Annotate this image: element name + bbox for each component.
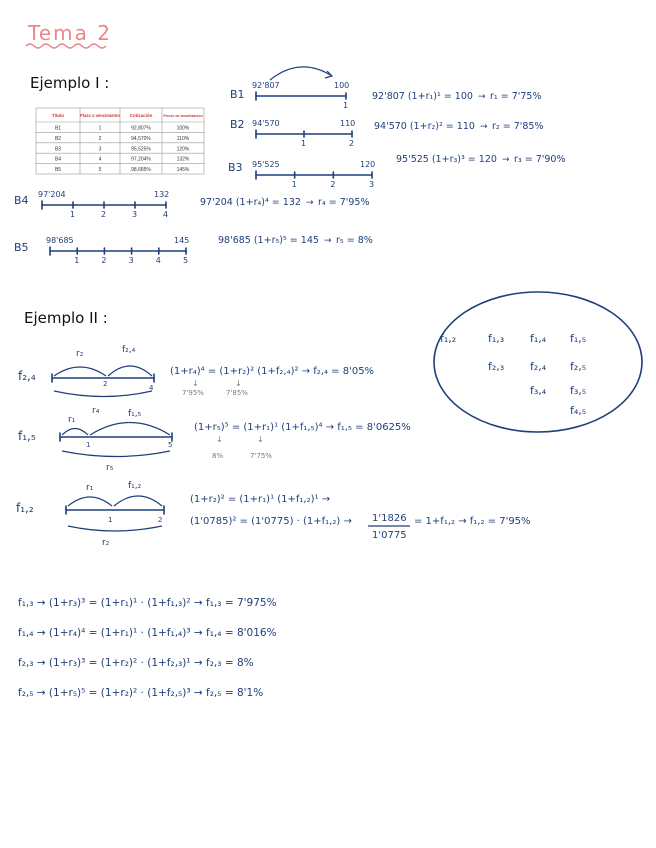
f24-tick: 4	[149, 384, 154, 392]
bond-equation: 95'525 (1+r₃)³ = 120	[396, 154, 497, 165]
table-cell: 95,525%	[131, 146, 151, 153]
bond-label: B5	[14, 241, 29, 254]
arrow-icon: →	[502, 155, 510, 165]
f15-top-r: r₁	[68, 415, 76, 425]
table-cell: 1	[98, 125, 102, 132]
forward-rate-cell: f₁,₂	[440, 332, 457, 345]
bond-tick: 3	[128, 256, 134, 265]
f12-diagram	[16, 481, 531, 548]
bond-tick: 4	[163, 210, 169, 219]
table-header: Precio de amortización	[163, 114, 203, 118]
f24-note: 7'85%	[226, 389, 248, 397]
table-cell: B1	[54, 125, 62, 132]
bond-label: B1	[230, 88, 245, 101]
example2-heading: Ejemplo II :	[24, 309, 108, 327]
bond-label: B3	[228, 161, 243, 174]
forward-computation: f₁,₃ → (1+r₃)³ = (1+r₁)¹ · (1+f₁,₃)² → f₁,₃ = 7'975%	[18, 597, 277, 609]
table-header: Cotización	[129, 113, 153, 118]
bond-tick: 2	[330, 180, 336, 189]
f12-equation3: = 1+f₁,₂ → f₁,₂ = 7'95%	[414, 516, 531, 527]
f12-fraction-num: 1'1826	[372, 513, 407, 524]
table-cell: 4	[98, 156, 102, 163]
f15-arrow: ↓	[216, 435, 223, 444]
bond-tick: 3	[132, 210, 138, 219]
f15-note: 7'75%	[250, 452, 272, 460]
arrow-icon: →	[324, 236, 332, 246]
f12-equation1: (1+r₂)² = (1+r₁)¹ (1+f₁,₂)¹ →	[190, 494, 331, 505]
arrow-icon: →	[478, 92, 486, 102]
bond-tick: 2	[349, 139, 355, 148]
bond-price: 97'204	[38, 190, 66, 199]
f12-bottom: r₂	[102, 538, 110, 548]
bond-timeline	[230, 118, 544, 148]
table-cell: 120%	[176, 146, 190, 153]
f12-top-r: r₁	[86, 483, 94, 493]
forward-rate-cell: f₁,₅	[570, 332, 587, 345]
bond-timeline	[14, 190, 370, 219]
bond-tick: 2	[101, 256, 107, 265]
bond-equation: 92'807 (1+r₁)¹ = 100	[372, 91, 473, 102]
bond-redemption: 110	[340, 119, 356, 128]
f24-bottom: r₄	[92, 406, 100, 416]
f24-equation: (1+r₄)⁴ = (1+r₂)² (1+f₂,₄)² → f₂,₄ = 8'05%	[170, 366, 375, 377]
bond-label: B4	[14, 194, 29, 207]
f24-arrow: ↓	[235, 379, 242, 388]
table-cell: B5	[54, 167, 62, 174]
example1-heading: Ejemplo I :	[30, 74, 110, 92]
f15-arrow: ↓	[257, 435, 264, 444]
bond-result: r₄ = 7'95%	[318, 197, 370, 208]
bond-label: B2	[230, 118, 245, 131]
bond-price: 94'570	[252, 119, 280, 128]
bond-table	[36, 108, 204, 174]
f15-top-f: f₁,₅	[128, 409, 142, 419]
f12-tick: 1	[108, 516, 113, 524]
bond-timeline	[230, 67, 542, 110]
table-cell: 5	[98, 167, 102, 174]
bond-tick: 1	[301, 139, 307, 148]
forward-computation: f₁,₄ → (1+r₄)⁴ = (1+r₁)¹ · (1+f₁,₄)³ → f₁,₄ = 8'016%	[18, 627, 277, 639]
f15-equation: (1+r₅)⁵ = (1+r₁)¹ (1+f₁,₅)⁴ → f₁,₅ = 8'0625%	[194, 422, 411, 433]
table-cell: 100%	[176, 125, 190, 132]
f15-tick: 5	[168, 441, 173, 449]
forward-computation: f₂,₅ → (1+r₅)⁵ = (1+r₂)² · (1+f₂,₅)³ → f₂,₅ = 8'1%	[18, 687, 264, 699]
table-header: Título	[51, 113, 65, 118]
forward-rate-cell: f₁,₄	[530, 332, 547, 345]
bond-redemption: 120	[360, 160, 376, 169]
forward-rate-cell: f₄,₅	[570, 404, 587, 417]
f12-equation2: (1'0785)² = (1'0775) · (1+f₁,₂) →	[190, 516, 352, 527]
forward-rate-cell: f₂,₃	[488, 360, 505, 373]
table-cell: B2	[54, 135, 62, 142]
bond-result: r₁ = 7'75%	[490, 91, 542, 102]
f24-top-r: r₂	[76, 349, 84, 359]
bond-tick: 1	[343, 101, 349, 110]
forward-rate-cell: f₃,₄	[530, 384, 547, 397]
bond-arc	[270, 67, 332, 80]
forward-rate-cell: f₂,₄	[530, 360, 547, 373]
table-cell: 92,807%	[131, 125, 151, 132]
bond-redemption: 132	[154, 190, 170, 199]
page-title: Tema 2	[28, 21, 112, 45]
bond-result: r₂ = 7'85%	[492, 121, 544, 132]
bond-equation: 94'570 (1+r₂)² = 110	[374, 121, 475, 132]
forward-rate-cell: f₂,₅	[570, 360, 587, 373]
f15-tick: 1	[86, 441, 91, 449]
f12-top-f: f₁,₂	[128, 481, 142, 491]
bond-tick: 4	[155, 256, 161, 265]
bond-timeline	[228, 154, 566, 189]
table-cell: B4	[54, 156, 62, 163]
arrow-icon: →	[306, 198, 314, 208]
bond-redemption: 100	[334, 81, 350, 90]
forward-rate-cell: f₃,₅	[570, 384, 587, 397]
bond-price: 92'807	[252, 81, 280, 90]
bond-tick: 2	[101, 210, 107, 219]
bond-result: r₃ = 7'90%	[514, 154, 566, 165]
bond-tick: 1	[70, 210, 76, 219]
bond-redemption: 145	[174, 236, 190, 245]
arrow-icon: →	[480, 122, 488, 132]
table-cell: 145%	[176, 167, 190, 174]
f15-bottom: r₅	[106, 463, 114, 473]
forward-computation: f₂,₃ → (1+r₃)³ = (1+r₂)² · (1+f₂,₃)¹ → f₂,₃ = 8%	[18, 657, 254, 669]
bond-price: 95'525	[252, 160, 280, 169]
f24-arrow: ↓	[192, 379, 199, 388]
f24-tick: 2	[103, 380, 108, 388]
bond-price: 98'685	[46, 236, 74, 245]
table-cell: 132%	[176, 156, 190, 163]
bond-timeline	[14, 235, 373, 265]
bond-tick: 1	[74, 256, 80, 265]
forward-rate-cell: f₁,₃	[488, 332, 505, 345]
table-cell: B3	[54, 146, 62, 153]
f12-fraction-den: 1'0775	[372, 530, 407, 541]
table-cell: 3	[98, 146, 102, 153]
f12-tick: 2	[158, 516, 163, 524]
table-cell: 98,685%	[131, 167, 151, 174]
table-cell: 110%	[176, 135, 190, 142]
f15-note: 8%	[212, 452, 224, 460]
table-cell: 94,570%	[131, 135, 151, 142]
f24-note: 7'95%	[182, 389, 204, 397]
table-cell: 2	[98, 135, 102, 142]
bond-tick: 3	[369, 180, 375, 189]
bond-equation: 98'685 (1+r₅)⁵ = 145	[218, 235, 319, 246]
bond-tick: 5	[183, 256, 189, 265]
f24-diagram	[18, 345, 374, 416]
table-cell: 97,204%	[131, 156, 151, 163]
f24-top-f: f₂,₄	[122, 345, 136, 355]
f15-diagram	[18, 409, 411, 473]
f24-label: f₂,₄	[18, 369, 36, 383]
bond-result: r₅ = 8%	[336, 235, 373, 246]
bond-equation: 97'204 (1+r₄)⁴ = 132	[200, 197, 301, 208]
table-header: Plazo a vencimiento	[79, 113, 121, 118]
bond-tick: 1	[291, 180, 297, 189]
f15-label: f₁,₅	[18, 429, 36, 443]
f12-label: f₁,₂	[16, 501, 34, 515]
